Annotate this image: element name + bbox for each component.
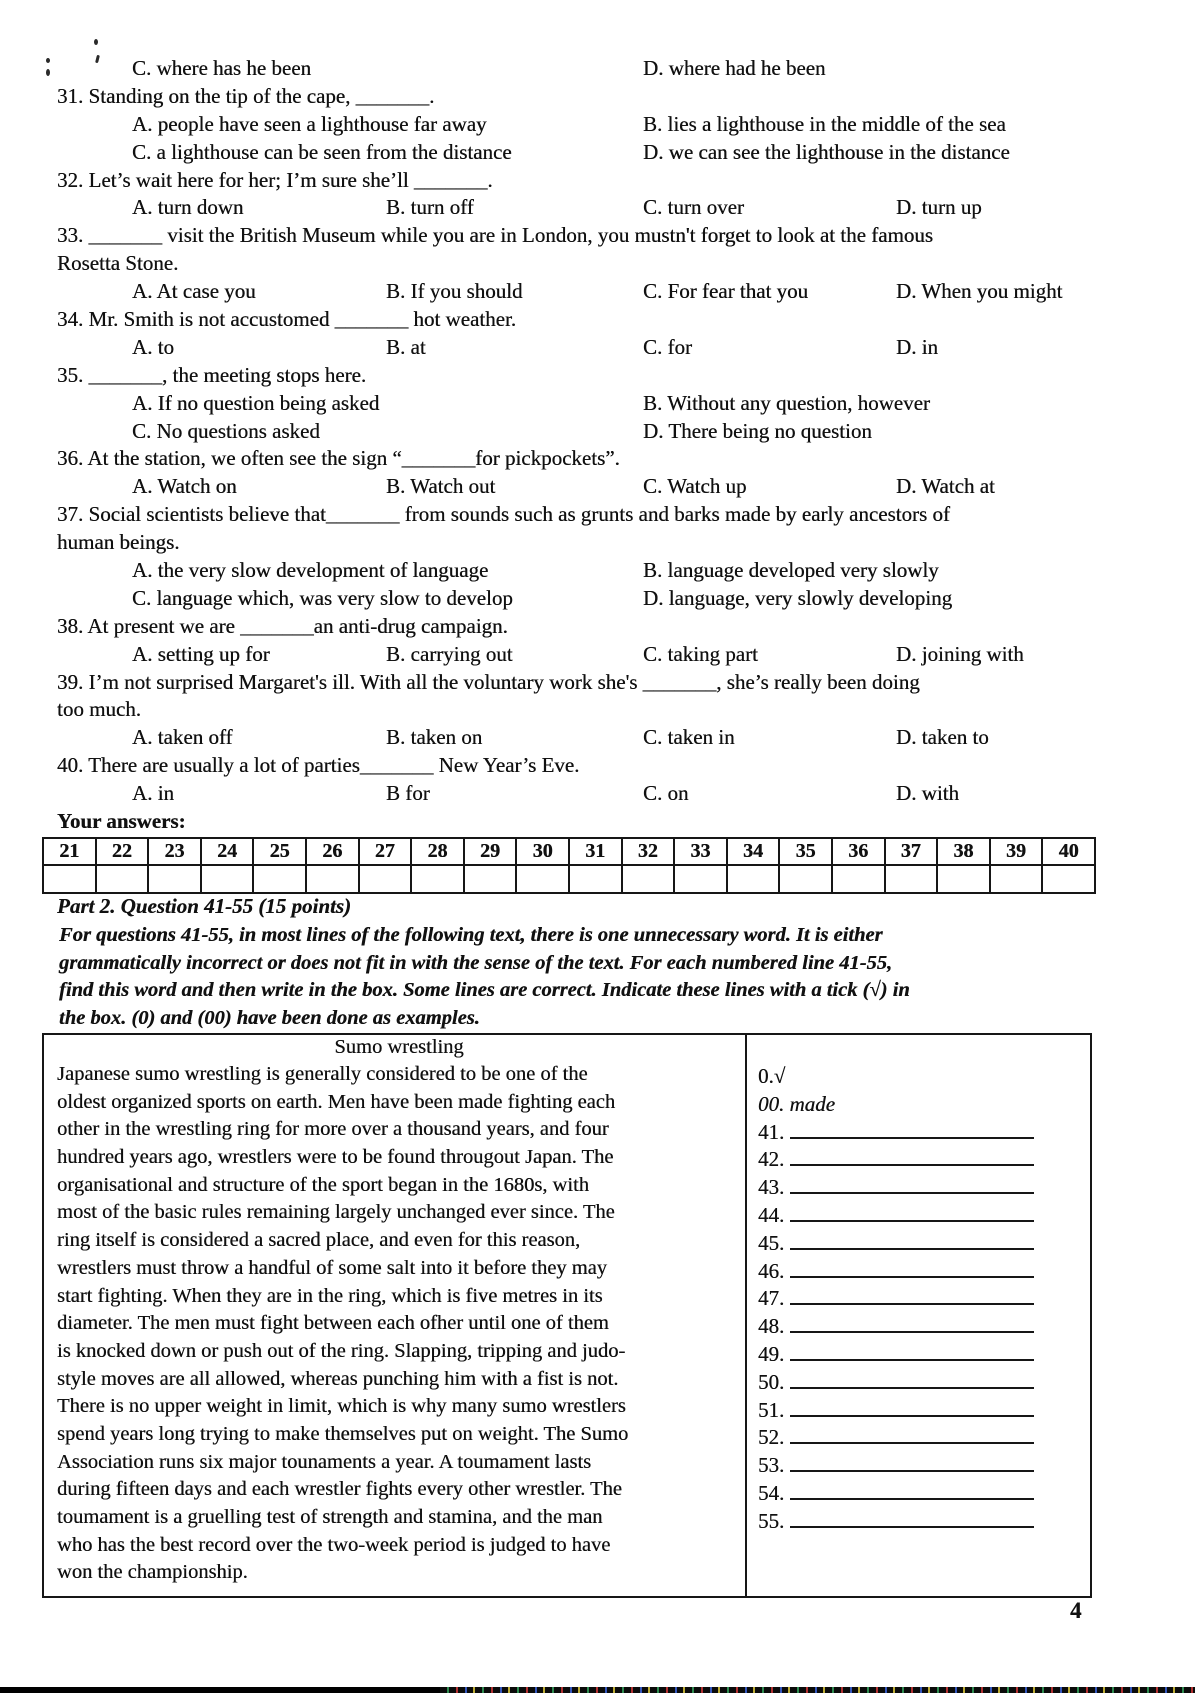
answer-number-cell: 25 (253, 838, 306, 865)
passage-line: most of the basic rules remaining largely unchanged ever since. The (57, 1201, 615, 1224)
option-a: A. in (132, 781, 174, 806)
instruction-line: the box. (0) and (00) have been done as examples. (59, 1006, 480, 1029)
passage-line: spend years long trying to make themselves put on weight. The Sumo (57, 1422, 629, 1445)
answer-blank-cell (96, 865, 149, 893)
answer-blank-cell (885, 865, 938, 893)
answer-number-cell: 36 (832, 838, 885, 865)
answer-blank (790, 1148, 1034, 1166)
correction-line-42: 42. (758, 1147, 1088, 1175)
passage-line: diameter. The men must fight between each ofher until one of them (57, 1312, 609, 1335)
question-40-stem: 40. There are usually a lot of parties_______ New Year’s Eve. (57, 753, 580, 778)
option-b: B. at (386, 334, 426, 359)
question-39-options (57, 725, 1095, 753)
option-d: D. There being no question (643, 418, 872, 443)
option-d: D. we can see the lighthouse in the distance (643, 139, 1010, 164)
answer-number-cell: 28 (411, 838, 464, 865)
scan-artifact (46, 58, 50, 63)
option-a: A. turn down (132, 195, 244, 220)
question-36-stem: 36. At the station, we often see the sign “_______for pickpockets”. (57, 446, 620, 471)
passage-line: Japanese sumo wrestling is generally considered to be one of the (57, 1063, 588, 1085)
answer-blank (790, 1426, 1034, 1444)
intro-options-row (57, 56, 1095, 84)
instruction-line: For questions 41-55, in most lines of the following text, there is one unnecessary word. It is either (59, 924, 883, 946)
question-39-stem: 39. I’m not surprised Margaret's ill. With all the voluntary work she's _______, she’s really been doing (57, 669, 920, 694)
answer-blank (790, 1371, 1034, 1389)
answer-blank-cell (832, 865, 885, 893)
answer-blank-cell (43, 865, 96, 893)
scan-artifact (94, 39, 98, 45)
answer-number-cell: 30 (516, 838, 569, 865)
option-a: A. setting up for (132, 641, 270, 666)
question-32-options (57, 195, 1095, 223)
option-b: B for (386, 781, 430, 806)
correction-line-45: 45. (758, 1231, 1088, 1259)
option-b: B. Without any question, however (643, 390, 930, 415)
correction-line-41: 41. (758, 1120, 1088, 1148)
answer-number-cell: 23 (148, 838, 201, 865)
question-34-options (57, 335, 1095, 363)
answer-number-cell: 35 (779, 838, 832, 865)
correction-line-55: 55. (758, 1509, 1088, 1537)
option-b: B. turn off (386, 195, 474, 220)
correction-line-50: 50. (758, 1370, 1088, 1398)
correction-line-44: 44. (758, 1203, 1088, 1231)
option-d: D. with (896, 781, 959, 806)
option-d: D. taken to (896, 725, 989, 750)
passage-line: There is no upper weight in limit, which is why many sumo wrestlers (57, 1395, 626, 1418)
answer-blank-cell (148, 865, 201, 893)
answer-number-cell: 26 (306, 838, 359, 865)
option-a: A. taken off (132, 725, 233, 750)
answer-number-row (43, 838, 1095, 865)
correction-answer-column (758, 1064, 1088, 1537)
option-c: C. for (643, 334, 692, 359)
question-38-options (57, 642, 1095, 670)
sumo-passage-box (42, 1033, 1092, 1598)
option-b: B. If you should (386, 279, 523, 304)
question-37-continuation: human beings. (57, 530, 180, 555)
option-a: A. If no question being asked (132, 390, 380, 415)
answer-blank (790, 1343, 1034, 1361)
option-c: C. For fear that you (643, 279, 809, 304)
option-a: A. At case you (132, 279, 256, 304)
question-38-stem: 38. At present we are _______an anti-drug campaign. (57, 613, 508, 638)
correction-line-48: 48. (758, 1314, 1088, 1342)
answer-number-cell: 21 (43, 838, 96, 865)
question-39-continuation: too much. (57, 697, 141, 722)
passage-line: is knocked down or push out of the ring. Slapping, tripping and judo- (57, 1339, 626, 1362)
answer-blank (790, 1260, 1034, 1278)
answer-blank-cell (253, 865, 306, 893)
answer-number-cell: 31 (569, 838, 622, 865)
passage-line: hundred years ago, wrestlers were to be found througout Japan. The (57, 1146, 614, 1169)
answer-blank (790, 1454, 1034, 1472)
correction-line-47: 47. (758, 1286, 1088, 1314)
answer-number-cell: 40 (1042, 838, 1095, 865)
scan-edge-noise (440, 1687, 1195, 1693)
page-number: 4 (1070, 1598, 1082, 1623)
question-34-stem: 34. Mr. Smith is not accustomed _______ hot weather. (57, 307, 517, 332)
option-b: B. carrying out (386, 641, 513, 666)
question-33-options (57, 279, 1095, 307)
question-31-options-cd (57, 140, 1095, 168)
question-37-options-ab (57, 558, 1095, 586)
passage-line: Association runs six major tounaments a year. A toumament lasts (57, 1450, 592, 1473)
answer-blank (790, 1176, 1034, 1194)
answer-blank-cell (937, 865, 990, 893)
option-d: D. language, very slowly developing (643, 585, 953, 610)
passage-line: other in the wrestling ring for more over a thousand years, and four (57, 1118, 609, 1141)
option-d: D. When you might (896, 279, 1063, 304)
example-line-0 (758, 1064, 1088, 1092)
answer-number-cell: 32 (622, 838, 675, 865)
option-b: B. lies a lighthouse in the middle of the sea (643, 111, 1006, 136)
answer-blank (790, 1482, 1034, 1500)
question-37-stem: 37. Social scientists believe that_______ from sounds such as grunts and barks made by early ancestors of (57, 502, 950, 527)
correction-line-43: 43. (758, 1175, 1088, 1203)
option-c: C. on (643, 781, 689, 806)
question-37-options-cd (57, 586, 1095, 614)
scan-artifact (46, 69, 50, 76)
answer-number-cell: 34 (727, 838, 780, 865)
passage-title: Sumo wrestling (334, 1036, 464, 1058)
answer-number-cell: 24 (201, 838, 254, 865)
option-d: D. Watch at (896, 474, 995, 499)
option-c: C. turn over (643, 195, 744, 220)
answer-blank-cell (779, 865, 832, 893)
passage-line: oldest organized sports on earth. Men have been made fighting each (57, 1090, 616, 1113)
question-35-options-ab (57, 391, 1095, 419)
answer-number-cell: 39 (990, 838, 1043, 865)
tick-mark: 0.√ (758, 1064, 786, 1088)
answer-blank-cell (359, 865, 412, 893)
correction-line-52: 52. (758, 1425, 1088, 1453)
answer-blank (790, 1315, 1034, 1333)
option-c: C. Watch up (643, 474, 747, 499)
option-c: C. taking part (643, 641, 758, 666)
example-line-00: 00. made (758, 1091, 835, 1116)
answer-number-cell: 37 (885, 838, 938, 865)
question-33-continuation: Rosetta Stone. (57, 251, 179, 276)
option-d: D. joining with (896, 641, 1024, 666)
answer-blank-cell (569, 865, 622, 893)
answer-blank-cell (306, 865, 359, 893)
question-33-stem: 33. _______ visit the British Museum while you are in London, you mustn't forget to look at the famous (57, 223, 933, 248)
answer-blank-row (43, 865, 1095, 893)
option-c: C. language which, was very slow to develop (132, 585, 513, 610)
option-d: D. turn up (896, 195, 982, 220)
answer-blank-cell (622, 865, 675, 893)
option-a: A. people have seen a lighthouse far away (132, 111, 487, 136)
answer-blank-cell (674, 865, 727, 893)
answer-blank-cell (1042, 865, 1095, 893)
option-c: C. taken in (643, 725, 735, 750)
answer-blank-cell (464, 865, 517, 893)
correction-line-51: 51. (758, 1398, 1088, 1426)
option-b: B. Watch out (386, 474, 496, 499)
question-31-stem: 31. Standing on the tip of the cape, _______. (57, 83, 435, 108)
answer-number-cell: 33 (674, 838, 727, 865)
option-c: C. a lighthouse can be seen from the distance (132, 139, 512, 164)
option-c: C. No questions asked (132, 418, 320, 443)
question-40-options (57, 781, 1095, 809)
answer-blank (790, 1287, 1034, 1305)
answer-blank (790, 1121, 1034, 1139)
option-d: D. in (896, 334, 938, 359)
question-35-stem: 35. _______, the meeting stops here. (57, 362, 367, 387)
correction-line-53: 53. (758, 1453, 1088, 1481)
passage-line: toumament is a gruelling test of strength and stamina, and the man (57, 1506, 603, 1528)
instruction-line: find this word and then write in the box. Some lines are correct. Indicate these lines with a tick (√) in (59, 979, 910, 1001)
option-d: D. where had he been (643, 56, 826, 80)
answer-blank-cell (516, 865, 569, 893)
answer-sheet-table (42, 837, 1096, 894)
correction-line-46: 46. (758, 1259, 1088, 1287)
answer-number-cell: 38 (937, 838, 990, 865)
option-a: A. Watch on (132, 474, 237, 499)
passage-column (57, 1036, 741, 1589)
passage-line: organisational and structure of the sport began in the 1680s, with (57, 1173, 589, 1196)
answer-number-cell: 29 (464, 838, 517, 865)
question-31-options-ab (57, 112, 1095, 140)
answer-blank (790, 1204, 1034, 1222)
passage-line: won the championship. (57, 1561, 248, 1584)
answer-blank (790, 1510, 1034, 1528)
correction-line-49: 49. (758, 1342, 1088, 1370)
your-answers-label: Your answers: (57, 809, 186, 834)
question-32-stem: 32. Let’s wait here for her; I’m sure she’ll _______. (57, 167, 493, 192)
passage-line: ring itself is considered a sacred place, and even for this reason, (57, 1229, 581, 1252)
answer-blank-cell (411, 865, 464, 893)
question-36-options (57, 474, 1095, 502)
column-divider (745, 1035, 747, 1596)
question-35-options-cd (57, 419, 1095, 447)
option-b: B. language developed very slowly (643, 558, 939, 583)
passage-line: during fifteen days and each wrestler fights every other wrestler. The (57, 1478, 622, 1501)
part1-questions (57, 56, 1095, 837)
correction-line-54: 54. (758, 1481, 1088, 1509)
answer-number-cell: 27 (359, 838, 412, 865)
instruction-line: grammatically incorrect or does not fit in with the sense of the text. For each numbered line 41-55, (59, 951, 893, 974)
answer-blank (790, 1399, 1034, 1417)
answer-blank-cell (201, 865, 254, 893)
option-a: A. the very slow development of language (132, 558, 489, 583)
passage-line: wrestlers must throw a handful of some salt into it before they may (57, 1256, 607, 1279)
answer-blank-cell (990, 865, 1043, 893)
answer-number-cell: 22 (96, 838, 149, 865)
option-c: C. where has he been (132, 56, 312, 80)
answer-blank (790, 1232, 1034, 1250)
answer-blank-cell (727, 865, 780, 893)
passage-line: style moves are all allowed, whereas punching him with a fist is not. (57, 1367, 619, 1390)
part2-heading: Part 2. Question 41-55 (15 points) (57, 894, 352, 918)
option-b: B. taken on (386, 725, 483, 750)
passage-line: who has the best record over the two-week period is judged to have (57, 1533, 611, 1556)
passage-line: start fighting. When they are in the ring, which is five metres in its (57, 1284, 603, 1307)
part2-instructions (59, 924, 1095, 1034)
option-a: A. to (132, 334, 174, 359)
